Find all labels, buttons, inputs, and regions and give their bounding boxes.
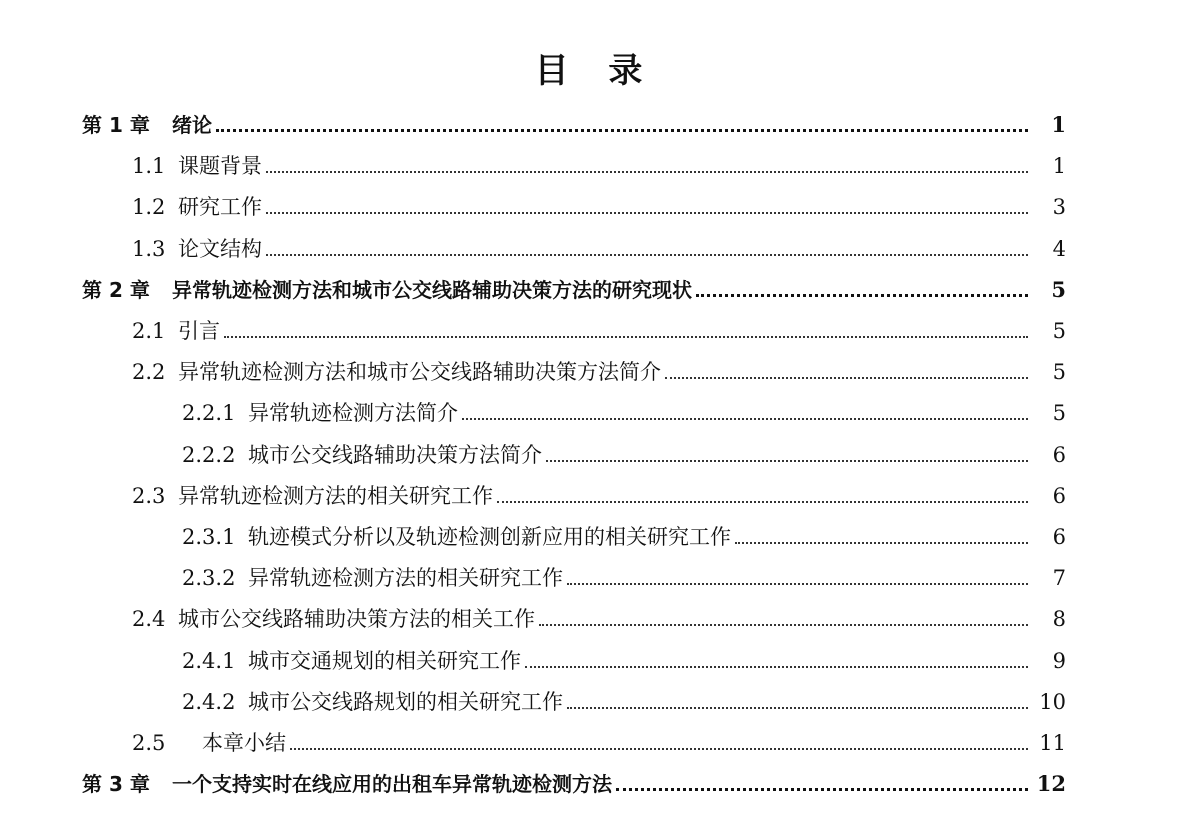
toc-page-number: 4 [1052,237,1066,261]
toc-section-entry[interactable] [132,186,1066,220]
toc-section-entry[interactable] [132,351,1066,385]
toc-section-entry[interactable] [182,434,1066,468]
toc-dot-leader [546,460,1028,462]
toc-entry-number: 1.3 [132,237,166,261]
toc-chapter-entry[interactable] [82,269,1066,303]
toc-entry-title: 异常轨迹检测方法的相关研究工作 [248,566,563,590]
toc-entry-number: 2.2.2 [182,443,236,467]
toc-entry-number: 2.5 [132,731,166,755]
toc-page-number: 6 [1052,484,1066,508]
toc-dot-leader [735,542,1028,544]
toc-section-entry[interactable] [132,310,1066,344]
toc-dot-leader [266,212,1028,214]
toc-entry-title: 论文结构 [178,237,262,261]
toc-entry-number: 2.2 [132,360,166,384]
toc-entry-title: 异常轨迹检测方法简介 [248,401,458,425]
toc-page-number: 3 [1052,195,1066,219]
toc-entry-title: 城市公交线路辅助决策方法的相关工作 [178,607,535,631]
toc-entry-title: 一个支持实时在线应用的出租车异常轨迹检测方法 [172,772,612,796]
toc-entry-title: 轨迹模式分析以及轨迹检测创新应用的相关研究工作 [248,525,731,549]
toc-entry-title: 绪论 [172,113,212,137]
toc-entry-number: 2.4 [132,607,166,631]
toc-page-number: 10 [1039,690,1066,714]
toc-page-number: 11 [1039,731,1066,755]
toc-dot-leader [525,666,1028,668]
toc-section-entry[interactable] [182,681,1066,715]
toc-dot-leader [290,748,1028,750]
toc-chapter-entry[interactable] [82,763,1066,797]
toc-entry-title: 城市公交线路规划的相关研究工作 [248,690,563,714]
toc-page-number: 12 [1036,771,1066,796]
toc-section-entry[interactable] [132,475,1066,509]
toc-entry-number: 第 2 章 [82,278,150,302]
toc-dot-leader [665,377,1028,379]
toc-dot-leader [567,707,1028,709]
toc-entry-title: 城市交通规划的相关研究工作 [248,649,521,673]
toc-entry-number: 1.1 [132,154,166,178]
toc-dot-leader [266,254,1028,256]
toc-entry-number: 2.3 [132,484,166,508]
toc-page-number: 1 [1051,112,1066,137]
toc-page-number: 6 [1052,443,1066,467]
toc-entry-title: 异常轨迹检测方法的相关研究工作 [178,484,493,508]
toc-page-number: 5 [1052,360,1066,384]
toc-page-number: 6 [1052,525,1066,549]
toc-page-number: 7 [1052,566,1066,590]
toc-entry-title: 异常轨迹检测方法和城市公交线路辅助决策方法的研究现状 [172,278,692,302]
toc-entry-title: 城市公交线路辅助决策方法简介 [248,443,542,467]
toc-section-entry[interactable] [132,598,1066,632]
toc-dot-leader [224,336,1028,338]
toc-section-entry[interactable] [132,722,1066,756]
toc-entry-number: 2.3.1 [182,525,236,549]
toc-entry-number: 2.1 [132,319,166,343]
toc-entry-number: 2.2.1 [182,401,236,425]
toc-entry-title: 课题背景 [178,154,262,178]
toc-entry-number: 2.4.1 [182,649,236,673]
toc-dot-leader [567,583,1028,585]
toc-dot-leader [539,624,1028,626]
toc-dot-leader [616,788,1028,791]
toc-entry-title: 本章小结 [202,731,286,755]
toc-page-number: 1 [1052,154,1066,178]
toc-entry-number: 1.2 [132,195,166,219]
toc-chapter-entry[interactable] [82,104,1066,138]
toc-entry-title: 研究工作 [178,195,262,219]
toc-page-number: 5 [1052,319,1066,343]
toc-page-number: 9 [1052,649,1066,673]
toc-section-entry[interactable] [182,557,1066,591]
toc-section-entry[interactable] [182,516,1066,550]
toc-dot-leader [216,129,1028,132]
toc-page-number: 5 [1051,277,1066,302]
toc-dot-leader [462,418,1028,420]
toc-entry-number: 第 1 章 [82,113,150,137]
toc-page-number: 5 [1052,401,1066,425]
toc-entry-number: 2.4.2 [182,690,236,714]
toc-section-entry[interactable] [182,392,1066,426]
toc-page-number: 8 [1052,607,1066,631]
toc-section-entry[interactable] [132,228,1066,262]
toc-dot-leader [266,171,1028,173]
toc-section-entry[interactable] [132,145,1066,179]
toc-entry-number: 第 3 章 [82,772,150,796]
toc-entry-title: 引言 [178,319,220,343]
toc-dot-leader [497,501,1028,503]
toc-section-entry[interactable] [182,640,1066,674]
toc-entry-number: 2.3.2 [182,566,236,590]
toc-entry-title: 异常轨迹检测方法和城市公交线路辅助决策方法简介 [178,360,661,384]
page-title: 目 录 [534,51,657,91]
toc-dot-leader [696,294,1028,297]
